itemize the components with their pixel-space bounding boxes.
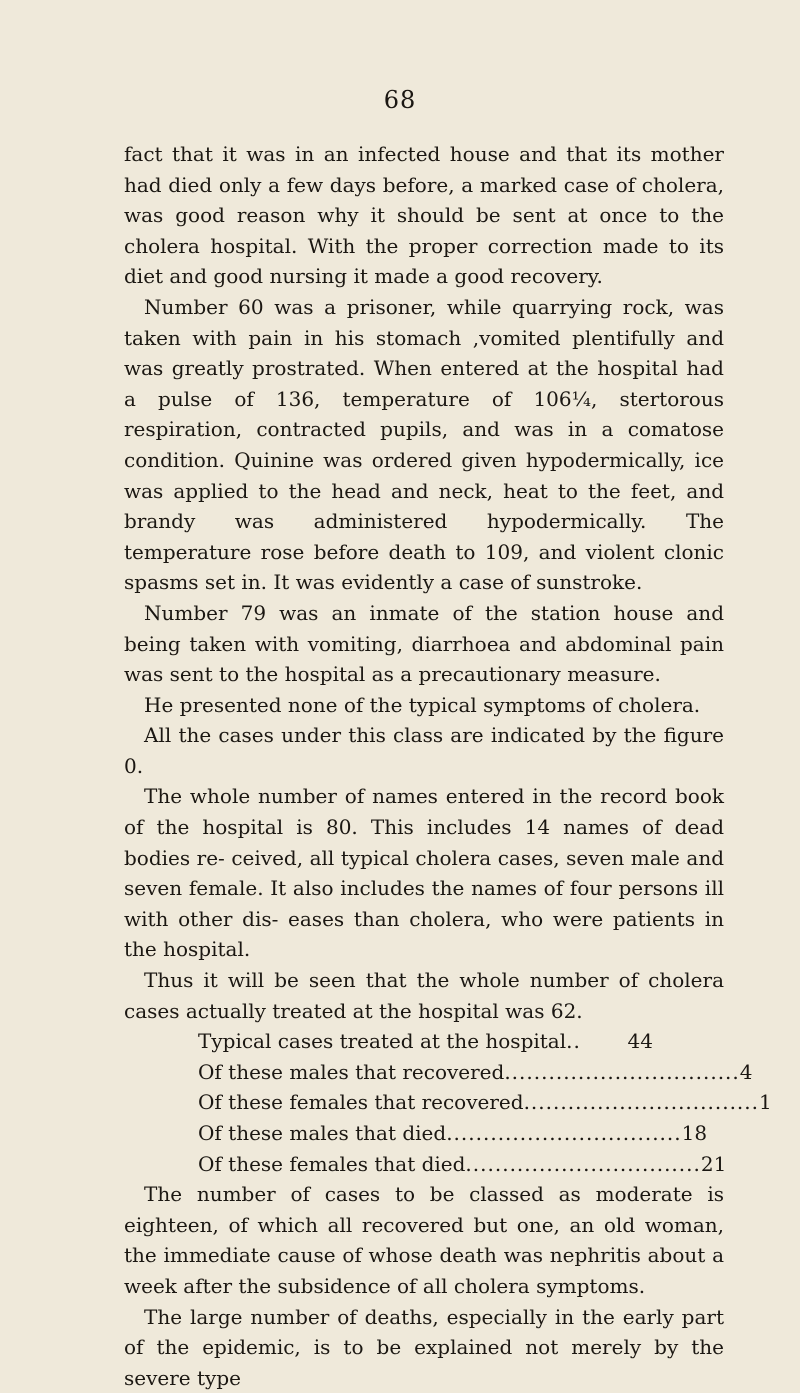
leader-dots: ................................ <box>446 1121 682 1145</box>
paragraph-class-figure: All the cases under this class are indicated by the figure 0. <box>124 723 724 778</box>
row-value: 44 <box>627 1029 653 1054</box>
paragraph-continuation: fact that it was in an infected house and that its mother had died only a few days before, a marked case of cholera, was good reason why it should be sent at once to the cholera hospital. With the proper correction made to its diet and good nursing it made a good recovery. <box>124 142 724 289</box>
row-value: 1 <box>759 1090 772 1115</box>
page-body <box>124 139 772 1393</box>
case-summary-table <box>124 1026 772 1179</box>
paragraph-deaths-explained: The large number of deaths, especially in the early part of the epidemic, is to be explained not merely by the severe type <box>124 1304 724 1390</box>
row-value: 4 <box>739 1059 753 1084</box>
row-label: Typical cases treated at the hospital <box>198 1029 567 1054</box>
table-row <box>198 1057 753 1088</box>
row-label: Of these males that died <box>198 1121 447 1145</box>
paragraph-no-symptoms: He presented none of the typical symptoms of cholera. <box>144 692 701 717</box>
table-row <box>198 1087 772 1118</box>
paragraph-number-79: Number 79 was an inmate of the station house and being taken with vomiting, diarrhoea and abdominal pain was sent to the hospital as a precautionary measure. <box>124 600 724 687</box>
row-value: 21 <box>700 1151 727 1176</box>
row-value: 18 <box>681 1121 708 1145</box>
row-label: Of these females that died <box>198 1151 466 1176</box>
paragraph-moderate-cases: The number of cases to be classed as moderate is eighteen, of which all recovered but one, an old woman, the immediate cause of whose death was nephritis about a week after the subsidence of all cholera symptoms. <box>124 1182 724 1298</box>
table-row <box>198 1026 653 1057</box>
paragraph-record-book: The whole number of names entered in the record book of the hospital is 80. This includes 14 names of dead bodies re- ceived, all typical cholera cases, seven male and seven female. It also includes the names of four persons ill with other dis- eases than cholera, who were patients in the hospital. <box>124 784 724 962</box>
table-row <box>198 1118 708 1149</box>
paragraph-number-60: Number 60 was a prisoner, while quarrying rock, was taken with pain in his stomach ,vomited plentifully and was greatly prostrated. When entered at the hospital had a pulse of 136, temperature of 106¼, stertorous respiration, contracted pupils, and was in a comatose condition. Quinine was ordered given hypodermically, ice was applied to the head and neck, heat to the feet, and brandy was administered hypodermically. The temperature rose before death to 109, and violent clonic spasms set in. It was evidently a case of sunstroke. <box>124 294 724 595</box>
leader-dots: ................................ <box>465 1151 701 1176</box>
paragraph-total-treated: Thus it will be seen that the whole number of cholera cases actually treated at the hospital was 62. <box>124 968 724 1023</box>
leader-dots: ................................ <box>523 1090 759 1115</box>
row-label: Of these males that recovered <box>198 1059 505 1084</box>
leader-dots: ................................ <box>504 1059 740 1084</box>
page-number: 68 <box>383 86 417 114</box>
table-row <box>198 1149 727 1180</box>
leader-dots: .. <box>566 1029 581 1054</box>
row-label: Of these females that recovered <box>198 1090 524 1115</box>
